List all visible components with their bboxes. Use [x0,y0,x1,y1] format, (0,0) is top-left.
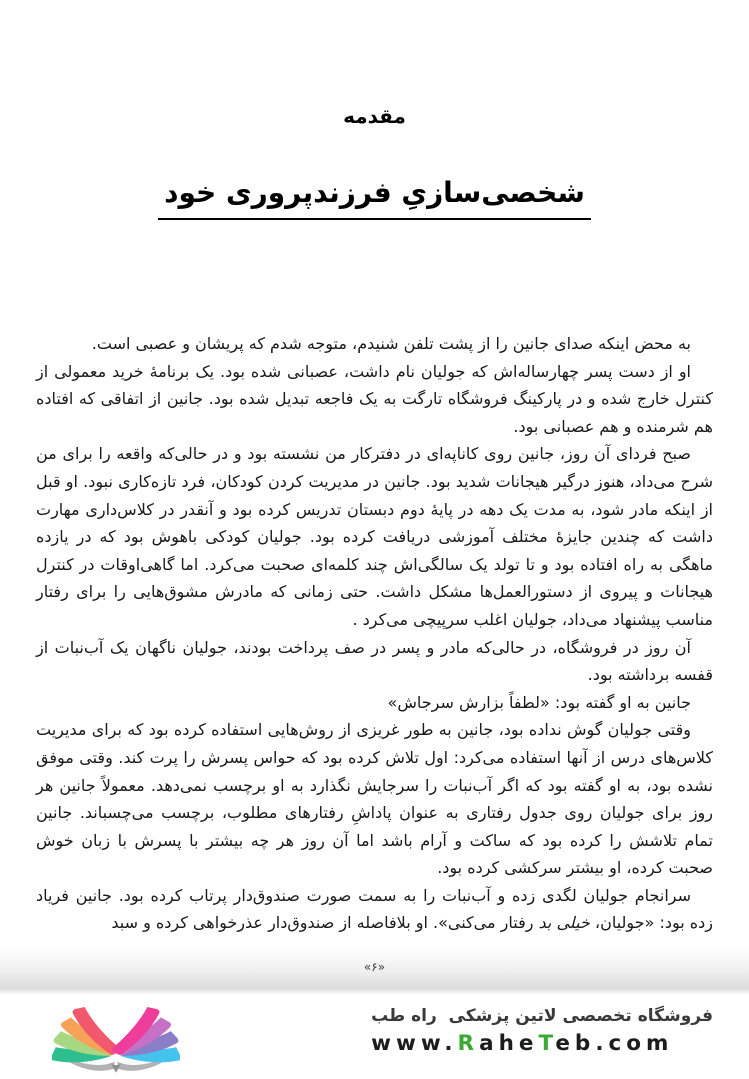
open-book-logo-icon [52,1004,180,1076]
url-letter-t: T [538,1031,556,1056]
publisher-info [371,1006,713,1056]
left-pages [52,1004,121,1066]
website-url [371,1031,713,1056]
paragraph-4: آن روز در فروشگاه، در حالی‌که مادر و پسر در صف پرداخت بودند، جولیان ناگهان یک آب‌نبات از قفسه برداشته بود. [36,637,713,685]
chapter-title: شخصی‌سازیِ فرزندپروری خود [158,176,591,220]
paragraph-2: او از دست پسر چهارساله‌اش که جولیان نام داشت، عصبانی شده بود. یک برنامهٔ خرید معمولی از کنترل خارج شده و در پارکینگ فروشگاه تارگت به یک فاجعه تبدیل شده بود. جانین از اتفاقی که افتاده هم شرمنده و هم عصبانی بود. [36,361,713,436]
right-pages [111,1004,180,1066]
paragraph-7-start: سرانجام جولیان لگدی زده و آب‌نبات را به سمت صورت صندوق‌دار پرتاب کرده بود. جانین فریاد زده بود: «جولیان، [36,885,713,933]
url-eb: eb [555,1031,596,1056]
publisher-footer [0,994,749,1079]
store-name: فروشگاه تخصصی لاتین پزشکی راه طب [371,1006,713,1026]
paragraph-5: جانین به او گفته بود: «لطفاً بزارش سرجاش» [387,692,691,712]
paragraph-7-end: رفتار می‌کنی». او بلافاصله از صندوق‌دار عذرخواهی کرده و سبد [111,913,539,933]
paragraph-6: وقتی جولیان گوش نداده بود، جانین به طور غریزی از روش‌هایی استفاده کرده بود که برای مدیریت کلاس‌های درس از آنها استفاده می‌کرد: اول تلاش کرده بود که حواس پسرش را پرت کند. وقتی موفق نشده بود، به او گفته بود که اگر آب‌نبات را سرجایش نگذارد به او برچسب نمی‌دهد. معمولاً جانین هر روز برای جولیان روی جدول رفتاری به عنوان پاداشِ رفتارهای مطلوب، برچسب می‌چسباند. جانین تمام تلاشش را کرده بود که ساکت و آرام باشد اما آن روز هر چه بیشتر با پسرش با زبان خوش صحبت کرده، او بیشتر سرکشی کرده بود. [36,720,713,878]
paragraph-7 [36,882,713,937]
url-ahe: ahe [479,1031,539,1056]
paragraph-1: به محض اینکه صدای جانین را از پشت تلفن شنیدم، متوجه شدم که پریشان و عصبی است. [91,334,691,353]
url-www: www. [371,1031,458,1056]
body-text [36,330,713,937]
chapter-kicker: مقدمه [343,104,406,128]
paragraph-3: صبح فردای آن روز، جانین روی کاناپه‌ای در دفترکار من نشسته بود و در حالی‌که واقعه را برای من شرح می‌داد، هنوز درگیر هیجانات شدید بود. جانین در مدیریت کردن کودکان، فرد تازه‌کاری نبود. او قبل از اینکه مادر شود، به مدت یک دهه در پایهٔ دوم دبستان تدریس کرده بود و آنقدر در کلاس‌داری مهارت داشت که چندین جایزهٔ مختلف آموزشی دریافت کرده بود. جولیان کودکی باهوش بود که در یازده ماهگی به راه افتاده بود و تا تولد یک سالگی‌اش چند کلمه‌ای صحبت می‌کرد. اما گاهی‌اوقات در کنترل هیجانات و پیروی از دستورالعمل‌ها مشکل داشت. حتی زمانی که مادرش مشوق‌هایی را برای رفتار مناسب پیشنهاد می‌داد، جولیان اغلب سرپیچی می‌کرد . [36,444,713,629]
page-number: «۶» [363,960,386,974]
url-letter-r: R [457,1031,480,1056]
chapter-title-container [0,176,749,220]
url-com: .com [595,1031,674,1056]
paragraph-7-emphasis: خیلی بد [538,913,590,933]
